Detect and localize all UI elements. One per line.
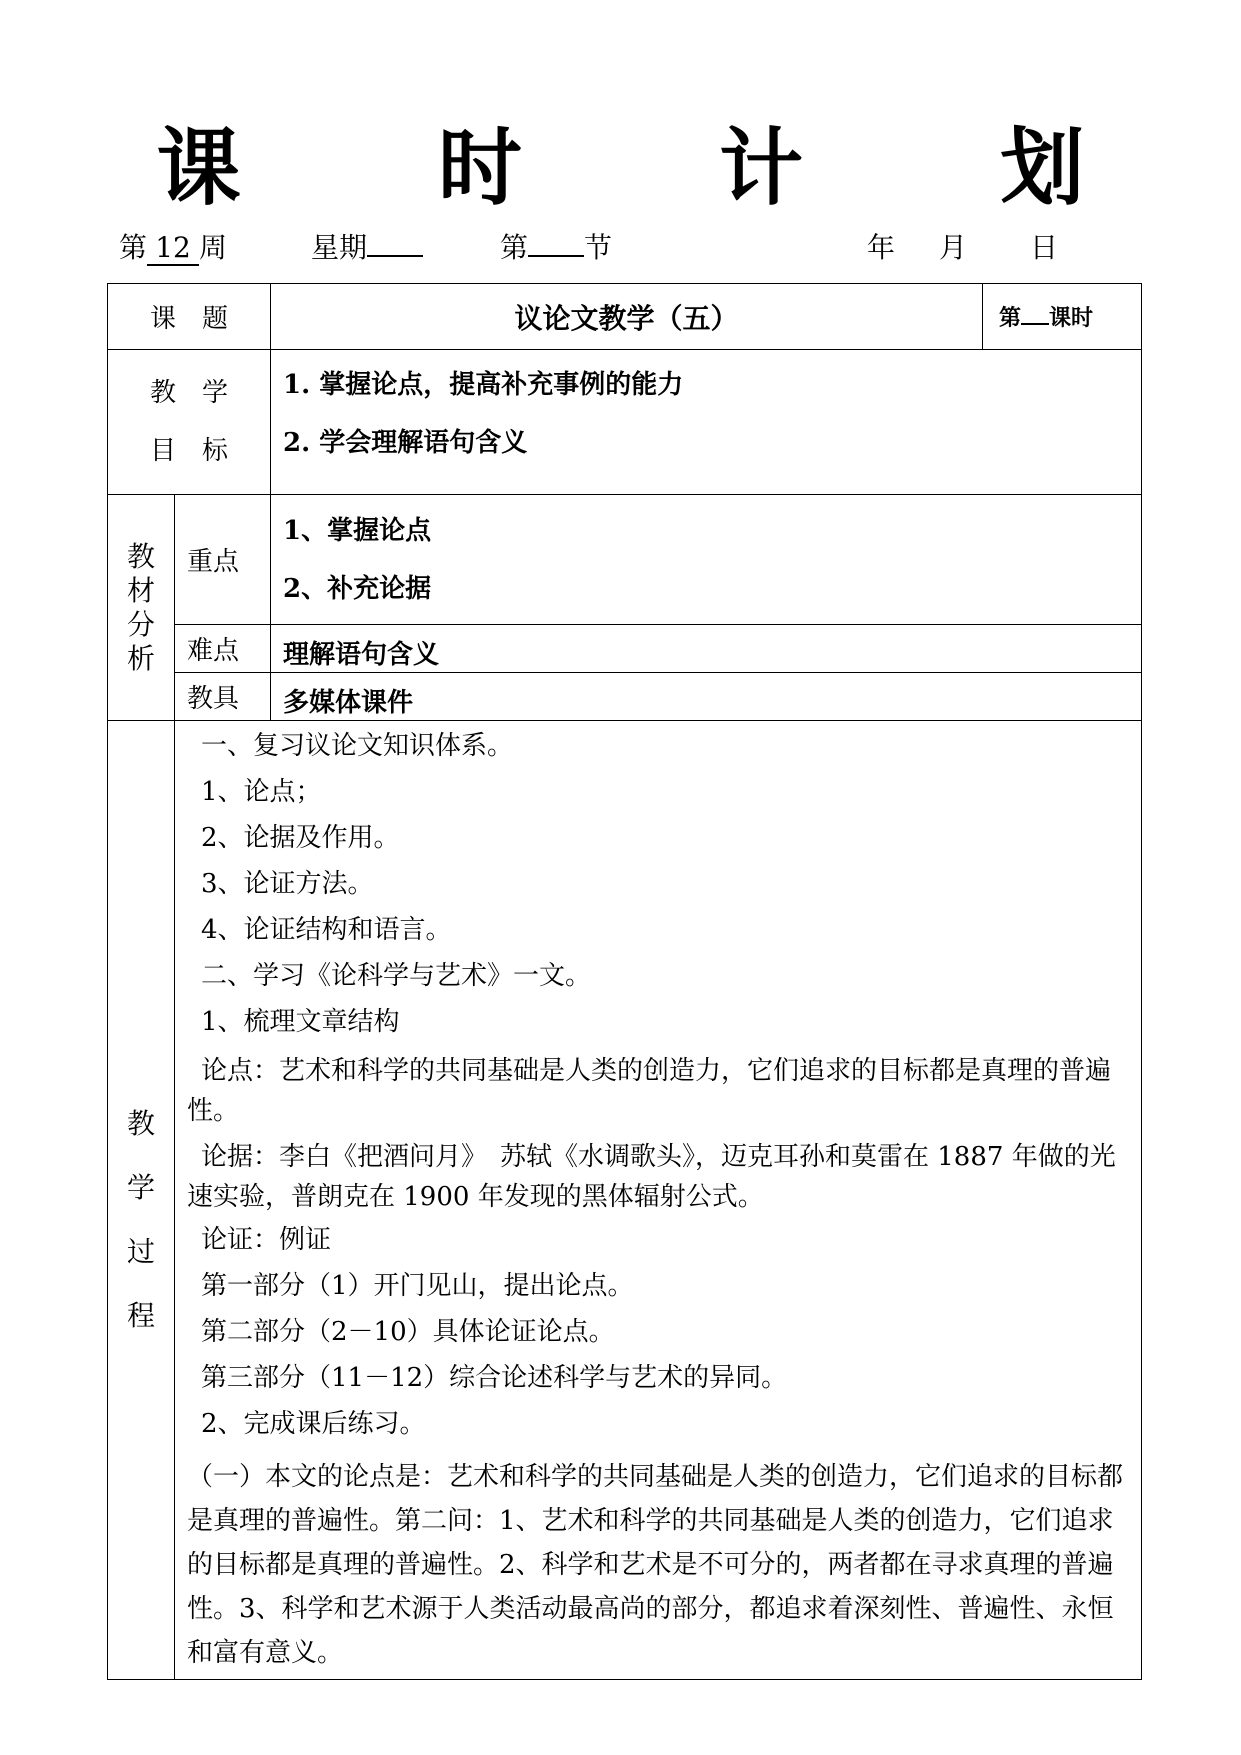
process-line: 一、复习议论文知识体系。 xyxy=(201,731,514,761)
goal-item: 1. 掌握论点，提高补充事例的能力 xyxy=(283,370,684,400)
analysis-label: 教材分析 xyxy=(108,495,175,721)
process-line: 第一部分（1）开门见山，提出论点。 xyxy=(201,1271,634,1301)
goals-row xyxy=(108,350,1142,495)
section-field: 第 节 xyxy=(500,231,613,264)
lesson-plan-table xyxy=(107,283,1142,1680)
week-number: 12 xyxy=(147,232,199,266)
key-point-row xyxy=(108,495,1142,625)
process-evidence: 论据：李白《把酒问月》 苏轼《水调歌头》，迈克耳孙和莫雷在 1887 年做的光速实验，普朗克在 1900 年发现的黑体辐射公式。 xyxy=(187,1142,1116,1212)
process-line: 第三部分（11－12）综合论述科学与艺术的异同。 xyxy=(201,1363,788,1393)
topic-label: 课 题 xyxy=(108,284,271,350)
section-value xyxy=(528,255,584,257)
key-point-item: 2、补充论据 xyxy=(283,573,432,604)
goals-label: 教 学 目 标 xyxy=(108,350,271,495)
month-label: 月 xyxy=(939,231,968,264)
weekday-field: 星期 xyxy=(311,228,423,268)
key-point-content xyxy=(271,495,1142,625)
difficulty-row xyxy=(108,625,1142,673)
process-row xyxy=(108,721,1142,1680)
process-answer: （一）本文的论点是：艺术和科学的共同基础是人类的创造力，它们追求的目标都是真理的普遍性。第二问：1、艺术和科学的共同基础是人类的创造力，它们追求的目标都是真理的普遍性。2、科学和艺术是不可分的，两者都在寻求真理的普遍性。3、科学和艺术源于人类活动最高尚的部分，都追求着深刻性、普遍性、永恒和富有意义。 xyxy=(187,1462,1124,1668)
period-value xyxy=(1021,323,1049,325)
topic-row xyxy=(108,284,1142,350)
tools-row xyxy=(108,673,1142,721)
process-line: 2、论据及作用。 xyxy=(201,823,400,853)
process-line: 4、论证结构和语言。 xyxy=(201,915,452,945)
process-point: 论点：艺术和科学的共同基础是人类的创造力，它们追求的目标都是真理的普遍性。 xyxy=(187,1056,1112,1126)
process-line: 第二部分（2－10）具体论证论点。 xyxy=(201,1317,615,1347)
page-title: 课 时 计 划 xyxy=(156,118,1169,217)
tools-content: 多媒体课件 xyxy=(271,673,1142,721)
day-label: 日 xyxy=(1030,231,1059,264)
process-line: 2、完成课后练习。 xyxy=(201,1409,426,1439)
topic-title: 议论文教学（五） xyxy=(271,284,983,350)
goals-content xyxy=(271,350,1142,495)
process-line: 二、学习《论科学与艺术》一文。 xyxy=(201,961,592,991)
process-label: 教学过程 xyxy=(108,721,175,1680)
tools-label: 教具 xyxy=(175,673,271,721)
key-point-item: 1、掌握论点 xyxy=(283,515,432,546)
process-line: 1、论点； xyxy=(201,777,322,807)
period-cell: 第 课时 xyxy=(983,284,1142,350)
year-label: 年 xyxy=(867,231,896,264)
process-line: 3、论证方法。 xyxy=(201,869,374,899)
week-field: 第 12 周 xyxy=(119,231,228,264)
difficulty-content: 理解语句含义 xyxy=(271,625,1142,673)
process-line: 论证：例证 xyxy=(201,1225,332,1255)
goal-item: 2. 学会理解语句含义 xyxy=(283,428,528,458)
weekday-value xyxy=(367,255,423,257)
process-line: 1、梳理文章结构 xyxy=(201,1007,400,1037)
process-content xyxy=(175,721,1142,1680)
key-point-label: 重点 xyxy=(175,495,271,625)
difficulty-label: 难点 xyxy=(175,625,271,673)
